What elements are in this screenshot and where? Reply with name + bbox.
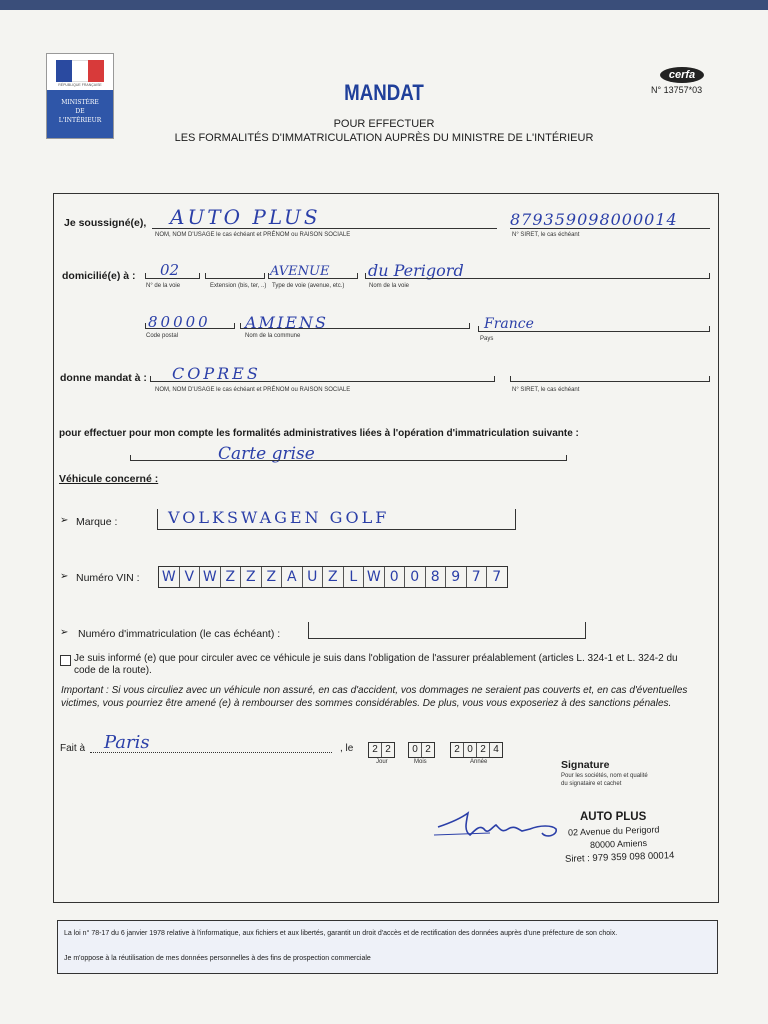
vin-char: 7 [467,567,488,587]
immat-arrow-icon: ➢ [60,627,69,638]
ministry-line3: L'INTÉRIEUR [58,117,102,124]
commune-value[interactable]: AMIENS [245,313,328,332]
handwritten-signature [430,805,570,845]
operation-value[interactable]: Carte grise [218,444,315,464]
soussigne-label: Je soussigné(e), [64,217,147,229]
annee-char: 0 [464,743,477,757]
page-title: MANDAT [344,80,424,105]
assurance-checkbox[interactable] [60,655,71,666]
mois-field[interactable] [408,742,435,758]
marque-arrow-icon: ➢ [60,515,69,526]
pays-hint: Pays [480,336,494,342]
num-voie-hint: N° de la voie [146,283,181,289]
mandat-siret-hint: N° SIRET, le cas échéant [512,387,580,393]
mandat-value[interactable]: COPRES [172,364,261,383]
soussigne-hint: NOM, NOM D'USAGE le cas échéant et PRÉNOM ou RAISON SOCIALE [155,232,351,238]
cerfa-number: N° 13757*03 [651,85,703,95]
vin-char: 7 [492,569,502,585]
code-postal-hint: Code postal [146,333,179,339]
jour-char: 2 [369,743,382,757]
jour-field[interactable] [368,742,395,758]
le-label: , le [340,743,354,754]
stamp-name: AUTO PLUS [580,811,647,823]
num-voie-value[interactable]: 02 [160,261,180,279]
vin-char: W [159,567,180,587]
vin-char: L [344,567,365,587]
fait-value[interactable]: Paris [104,732,150,753]
vin-char: Z [241,567,262,587]
mois-char: 2 [425,744,431,755]
vehicule-label: Véhicule concerné : [59,473,159,485]
immat-label: Numéro d'immatriculation (le cas échéant) : [78,628,281,640]
mandat-label: donne mandat à : [60,372,147,384]
vin-field[interactable] [158,566,508,588]
signature-hint-2: du signataire et cachet [561,781,622,787]
type-voie-value[interactable]: AVENUE [270,264,330,279]
fait-label: Fait à [60,743,86,754]
extension-hint: Extension (bis, ter, ..) [210,283,267,289]
mois-hint: Mois [414,759,427,765]
top-edge [0,0,768,10]
vin-char: A [282,567,303,587]
domicile-label: domicilié(e) à : [62,270,136,282]
ministry-line1: MINISTÈRE [61,99,99,106]
subtitle-1: POUR EFFECTUER [333,118,435,130]
operation-label: pour effectuer pour mon compte les formalités administratives liées à l'opération d'immatriculation suivante : [59,428,579,439]
jour-hint: Jour [376,759,388,765]
vin-char: Z [323,567,344,587]
immat-field[interactable] [308,622,586,639]
type-voie-hint: Type de voie (avenue, etc.) [272,283,345,289]
jour-char: 2 [385,744,391,755]
annee-field[interactable] [450,742,503,758]
vin-label: Numéro VIN : [76,572,140,584]
siret-value[interactable]: 879359098000014 [510,210,678,229]
vin-char: 0 [385,567,406,587]
stamp-addr-1: 02 Avenue du Perigord [567,824,660,838]
mois-char: 0 [409,743,422,757]
notice-line-2: Je m'oppose à la réutilisation de mes données personnelles à des fins de prospection commerciale [64,955,371,962]
notice-line-1: La loi n° 78-17 du 6 janvier 1978 relative à l'informatique, aux fichiers et aux libertés, garantit un droit d'accès et de rectification des données auprès d'une préfecture de son choix. [64,930,618,937]
nom-voie-hint: Nom de la voie [369,283,410,289]
soussigne-value[interactable]: AUTO PLUS [170,205,321,229]
vin-char: 8 [426,567,447,587]
vin-arrow-icon: ➢ [60,571,69,582]
annee-char: 4 [493,744,499,755]
siret-hint: N° SIRET, le cas échéant [512,232,580,238]
vin-char: Z [262,567,283,587]
privacy-notice [57,920,718,974]
republique-text: RÉPUBLIQUE FRANÇAISE [58,83,102,87]
assurance-text: Je suis informé (e) que pour circuler avec ce véhicule je suis dans l'obligation de l'assurer préalablement (articles L. 324-1 et L. 324-2 du code de la route). [74,653,678,676]
vin-char: 0 [405,567,426,587]
annee-hint: Année [470,759,488,765]
subtitle-2: LES FORMALITÉS D'IMMATRICULATION AUPRÈS DU MINISTRE DE L'INTÉRIEUR [174,132,594,144]
signature-label: Signature [561,759,610,771]
important-text: Important : Si vous circuliez avec un véhicule non assuré, en cas d'accident, vos dommages ne seraient pas couverts et, en cas d'éventuelles victimes, vous pourriez être amené (e) à rembourser des sommes considérables. De plus, vous vous exposeriez à des sanctions pénales. [61,685,688,709]
vin-char: U [303,567,324,587]
vin-char: W [200,567,221,587]
vin-char: V [180,567,201,587]
vin-char: 9 [446,567,467,587]
code-postal-value[interactable]: 80000 [148,313,211,331]
vin-char: Z [221,567,242,587]
marque-label: Marque : [76,516,118,528]
vin-char: W [364,567,385,587]
annee-char: 2 [451,743,464,757]
cerfa-logo: cerfa [660,67,704,83]
nom-voie-value[interactable]: du Perigord [368,261,464,280]
marque-value: VOLKSWAGEN GOLF [168,508,390,527]
pays-value[interactable]: France [484,316,534,332]
ministry-line2: DE [75,108,85,115]
flag-icon [56,60,104,82]
commune-hint: Nom de la commune [245,333,301,339]
signature-hint-1: Pour les sociétés, nom et qualité [561,773,648,779]
stamp-siret: Siret : 979 359 098 00014 [564,850,675,865]
annee-char: 2 [477,743,490,757]
form-frame [53,193,719,903]
mandat-hint: NOM, NOM D'USAGE le cas échéant et PRÉNOM ou RAISON SOCIALE [155,387,351,393]
stamp-addr-2: 80000 Amiens [589,838,648,850]
